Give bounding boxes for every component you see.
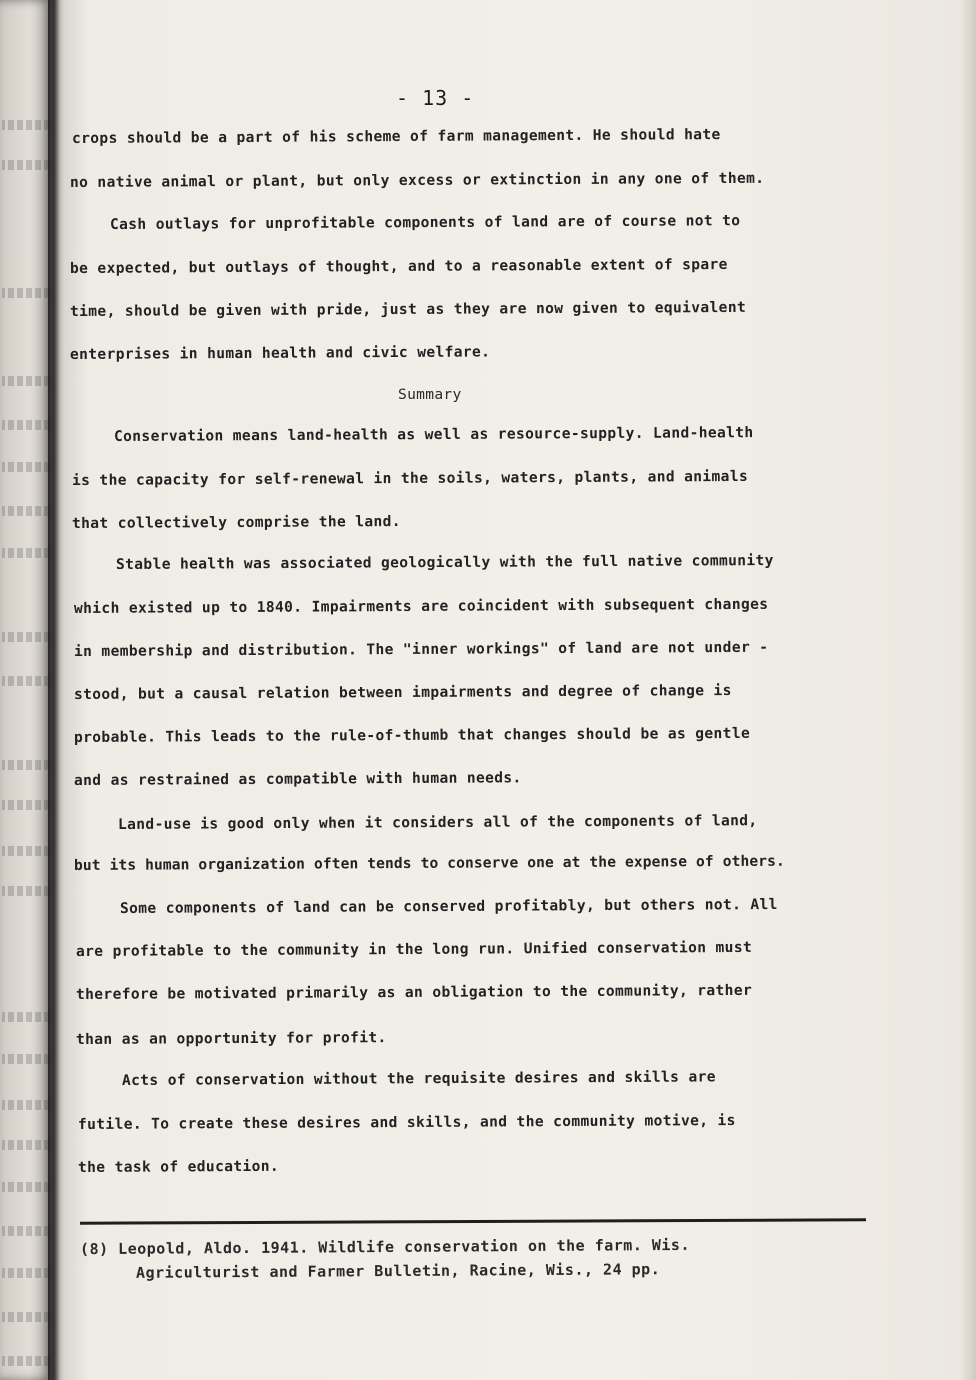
bleed-through-mark xyxy=(2,1054,50,1064)
body-line: that collectively comprise the land. xyxy=(71,512,401,532)
bleed-through-mark xyxy=(2,1140,50,1150)
body-line: enterprises in human health and civic welfare. xyxy=(69,343,491,363)
bleed-through-mark xyxy=(2,376,50,386)
page-number: - 13 - xyxy=(396,86,475,110)
bleed-through-mark xyxy=(2,846,50,856)
bleed-through-mark xyxy=(2,1226,50,1236)
previous-page-edge xyxy=(0,0,52,1380)
body-line: probable. This leads to the rule-of-thumb that changes should be as gentle xyxy=(73,724,751,746)
footnote-line: Agriculturist and Farmer Bulletin, Racine, Wis., 24 pp. xyxy=(135,1260,661,1282)
body-line: no native animal or plant, but only excess or extinction in any one of them. xyxy=(69,169,765,191)
bleed-through-mark xyxy=(2,676,50,686)
footnote-line: (8) Leopold, Aldo. 1941. Wildlife conservation on the farm. Wis. xyxy=(79,1235,691,1259)
body-line: the task of education. xyxy=(77,1157,280,1176)
bleed-through-mark xyxy=(2,1100,50,1110)
section-heading: Summary xyxy=(398,386,462,403)
body-line: in membership and distribution. The "inner workings" of land are not under - xyxy=(73,638,769,660)
bleed-through-mark xyxy=(2,160,50,170)
body-line: is the capacity for self-renewal in the soils, waters, plants, and animals xyxy=(71,467,749,489)
body-line: stood, but a causal relation between impairments and degree of change is xyxy=(73,681,732,703)
body-line: crops should be a part of his scheme of farm management. He should hate xyxy=(71,126,721,147)
body-line: Cash outlays for unprofitable components of land are of course not to xyxy=(109,212,741,233)
bleed-through-mark xyxy=(2,1312,50,1322)
bleed-through-mark xyxy=(2,420,50,430)
bleed-through-mark xyxy=(2,886,50,896)
footnote-divider xyxy=(80,1218,866,1224)
body-line: Some components of land can be conserved profitably, but others not. All xyxy=(119,895,778,917)
bleed-through-mark xyxy=(2,800,50,810)
bleed-through-mark xyxy=(2,760,50,770)
bleed-through-mark xyxy=(2,548,50,558)
bleed-through-mark xyxy=(2,632,50,642)
body-line: Conservation means land-health as well as resource-supply. Land-health xyxy=(113,424,754,445)
body-line: which existed up to 1840. Impairments are coincident with subsequent changes xyxy=(73,595,769,617)
body-line: and as restrained as compatible with human needs. xyxy=(73,769,522,789)
body-line: Land-use is good only when it considers all of the components of land, xyxy=(117,812,758,833)
bleed-through-mark xyxy=(2,288,50,298)
bleed-through-mark xyxy=(2,1012,50,1022)
body-line: are profitable to the community in the long run. Unified conservation must xyxy=(75,938,753,960)
bleed-through-mark xyxy=(2,1182,50,1192)
body-line: be expected, but outlays of thought, and to a reasonable extent of spare xyxy=(69,255,728,277)
bleed-through-mark xyxy=(2,506,50,516)
bleed-through-mark xyxy=(2,1356,50,1366)
body-line: therefore be motivated primarily as an obligation to the community, rather xyxy=(75,981,753,1003)
bleed-through-mark xyxy=(2,1268,50,1278)
bleed-through-mark xyxy=(2,462,50,472)
typed-page xyxy=(60,0,976,1380)
body-line: but its human organization often tends to conserve one at the expense of others. xyxy=(73,852,785,874)
body-line: time, should be given with pride, just as they are now given to equivalent xyxy=(69,298,747,320)
body-line: than as an opportunity for profit. xyxy=(75,1029,387,1048)
body-line: Stable health was associated geologically with the full native community xyxy=(115,551,774,573)
bleed-through-mark xyxy=(2,120,50,130)
body-line: Acts of conservation without the requisite desires and skills are xyxy=(121,1068,716,1089)
body-line: futile. To create these desires and skills, and the community motive, is xyxy=(77,1111,736,1133)
